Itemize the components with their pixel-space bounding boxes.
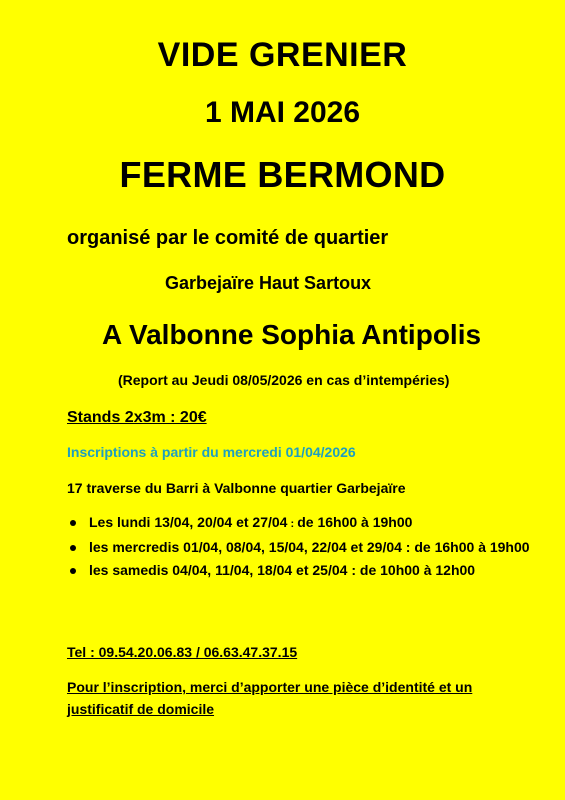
event-date: 1 MAI 2026 — [204, 96, 361, 129]
schedule-days: les samedis 04/04, 11/04, 18/04 et 25/04 — [89, 562, 348, 578]
schedule-hours: de 10h00 à 12h00 — [359, 562, 476, 578]
schedule-hours: de 16h00 à 19h00 — [414, 539, 530, 555]
bullet-icon — [70, 568, 76, 574]
registration-note: Pour l’inscription, merci d’apporter une pièce d’identité et un justificatif de domicile — [67, 679, 473, 717]
event-title: VIDE GRENIER — [157, 36, 408, 74]
schedule-separator: : — [287, 518, 298, 530]
registration-address: 17 traverse du Barri à Valbonne quartier Garbejaïre — [67, 480, 406, 496]
schedule-item — [67, 537, 537, 558]
schedule-hours: de 16h00 à 19h00 — [297, 514, 413, 530]
city-name: A Valbonne Sophia Antipolis — [102, 319, 482, 350]
schedule-days: Les lundi 13/04, 20/04 et 27/04 — [89, 514, 288, 530]
schedule-separator: : — [347, 562, 360, 578]
stands-price: Stands 2x3m : 20€ — [67, 409, 207, 426]
event-venue: FERME BERMOND — [119, 154, 446, 195]
contact-phone: Tel : 09.54.20.06.83 / 06.63.47.37.15 — [67, 644, 298, 660]
report-notice: (Report au Jeudi 08/05/2026 en cas d’intempéries) — [118, 372, 450, 388]
schedule-item — [67, 560, 537, 581]
quarter-name: Garbejaïre Haut Sartoux — [165, 273, 372, 293]
inscriptions-start: Inscriptions à partir du mercredi 01/04/2026 — [67, 444, 356, 460]
schedule-item — [67, 512, 537, 535]
schedule-separator: : — [401, 539, 415, 555]
bullet-icon — [70, 520, 76, 526]
schedule-days: les mercredis 01/04, 08/04, 15/04, 22/04 et 29/04 — [89, 539, 402, 555]
schedule-list — [67, 512, 537, 583]
bullet-icon — [70, 545, 76, 551]
organizer-line: organisé par le comité de quartier — [67, 227, 389, 249]
